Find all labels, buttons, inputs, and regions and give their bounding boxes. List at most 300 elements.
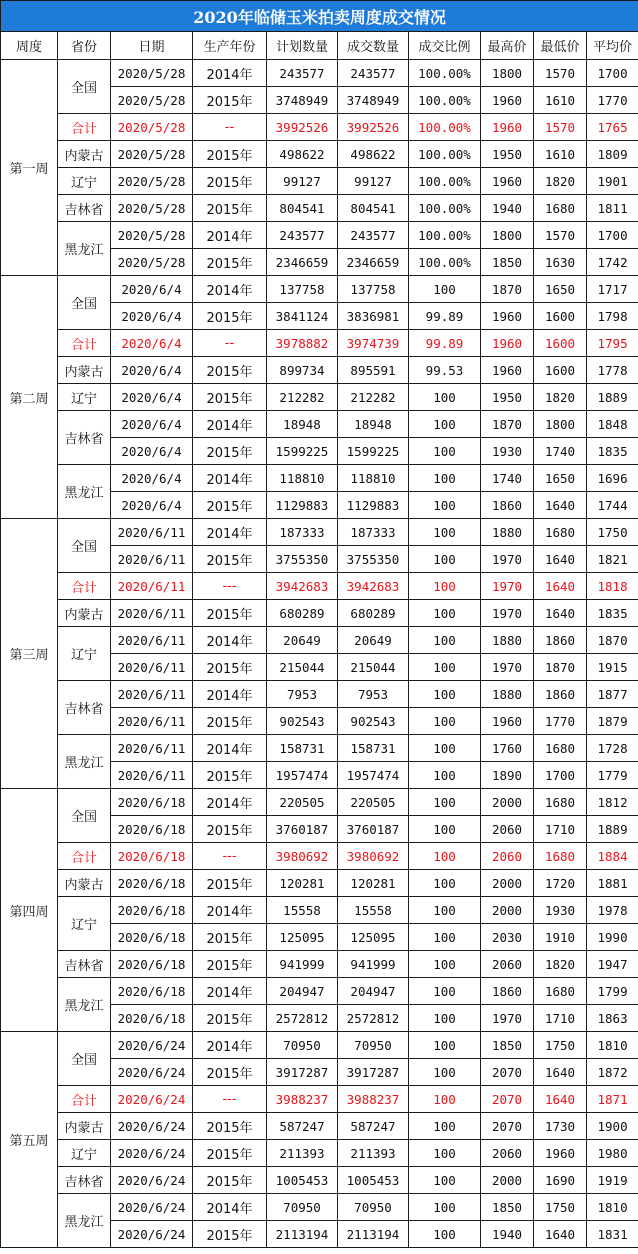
planned-quantity-cell: 3841124	[267, 303, 338, 330]
table-row	[1, 60, 638, 87]
deal-quantity-cell: 7953	[338, 681, 409, 708]
table-title: 2020年临储玉米拍卖周度成交情况	[1, 1, 638, 32]
planned-quantity-cell: 3748949	[267, 87, 338, 114]
min-price-cell: 1820	[534, 168, 587, 195]
date-cell: 2020/6/11	[111, 708, 193, 735]
table-row	[1, 681, 638, 708]
planned-quantity-cell: 215044	[267, 654, 338, 681]
avg-price-cell: 1835	[587, 600, 638, 627]
avg-price-cell: 1798	[587, 303, 638, 330]
planned-quantity-cell: 3980692	[267, 843, 338, 870]
min-price-cell: 1860	[534, 681, 587, 708]
deal-quantity-cell: 125095	[338, 924, 409, 951]
deal-quantity-cell: 3755350	[338, 546, 409, 573]
planned-quantity-cell: 118810	[267, 465, 338, 492]
max-price-cell: 1970	[481, 600, 534, 627]
deal-ratio-cell: 100	[409, 546, 481, 573]
production-year-cell: 2015年	[193, 654, 267, 681]
avg-price-cell: 1978	[587, 897, 638, 924]
max-price-cell: 1960	[481, 708, 534, 735]
min-price-cell: 1680	[534, 519, 587, 546]
production-year-cell: 2015年	[193, 951, 267, 978]
avg-price-cell: 1884	[587, 843, 638, 870]
avg-price-cell: 1810	[587, 1032, 638, 1059]
avg-price-cell: 1889	[587, 384, 638, 411]
planned-quantity-cell: 3988237	[267, 1086, 338, 1113]
deal-ratio-cell: 100	[409, 492, 481, 519]
deal-quantity-cell: 3988237	[338, 1086, 409, 1113]
table-row	[1, 465, 638, 492]
deal-ratio-cell: 100	[409, 1221, 481, 1248]
production-year-cell: ---	[193, 843, 267, 870]
production-year-cell: 2015年	[193, 87, 267, 114]
max-price-cell: 2060	[481, 951, 534, 978]
avg-price-cell: 1915	[587, 654, 638, 681]
table-row	[1, 357, 638, 384]
avg-price-cell: 1990	[587, 924, 638, 951]
deal-quantity-cell: 220505	[338, 789, 409, 816]
max-price-cell: 2000	[481, 897, 534, 924]
planned-quantity-cell: 3942683	[267, 573, 338, 600]
table-row	[1, 195, 638, 222]
avg-price-cell: 1835	[587, 438, 638, 465]
table-row	[1, 1167, 638, 1194]
avg-price-cell: 1870	[587, 627, 638, 654]
production-year-cell: 2015年	[193, 870, 267, 897]
date-cell: 2020/6/18	[111, 843, 193, 870]
production-year-cell: 2015年	[193, 303, 267, 330]
deal-quantity-cell: 3760187	[338, 816, 409, 843]
min-price-cell: 1570	[534, 114, 587, 141]
min-price-cell: 1600	[534, 330, 587, 357]
avg-price-cell: 1700	[587, 60, 638, 87]
planned-quantity-cell: 120281	[267, 870, 338, 897]
max-price-cell: 1960	[481, 357, 534, 384]
table-row	[1, 276, 638, 303]
avg-price-cell: 1765	[587, 114, 638, 141]
max-price-cell: 1800	[481, 222, 534, 249]
max-price-cell: 2070	[481, 1113, 534, 1140]
table-row	[1, 897, 638, 924]
deal-quantity-cell: 804541	[338, 195, 409, 222]
date-cell: 2020/5/28	[111, 114, 193, 141]
province-cell: 辽宁	[58, 168, 111, 195]
min-price-cell: 1640	[534, 546, 587, 573]
production-year-cell: 2015年	[193, 438, 267, 465]
week-label-cell: 第五周	[1, 1032, 58, 1248]
production-year-cell: 2015年	[193, 384, 267, 411]
date-cell: 2020/5/28	[111, 60, 193, 87]
production-year-cell: 2014年	[193, 897, 267, 924]
production-year-cell: 2014年	[193, 411, 267, 438]
week-label-cell: 第二周	[1, 276, 58, 519]
planned-quantity-cell: 158731	[267, 735, 338, 762]
max-price-cell: 1960	[481, 330, 534, 357]
production-year-cell: 2014年	[193, 681, 267, 708]
production-year-cell: --	[193, 114, 267, 141]
min-price-cell: 1690	[534, 1167, 587, 1194]
min-price-cell: 1640	[534, 492, 587, 519]
max-price-cell: 2030	[481, 924, 534, 951]
deal-quantity-cell: 1957474	[338, 762, 409, 789]
planned-quantity-cell: 15558	[267, 897, 338, 924]
min-price-cell: 1680	[534, 735, 587, 762]
date-cell: 2020/5/28	[111, 168, 193, 195]
total-row	[1, 330, 638, 357]
date-cell: 2020/6/18	[111, 816, 193, 843]
deal-quantity-cell: 18948	[338, 411, 409, 438]
avg-price-cell: 1871	[587, 1086, 638, 1113]
total-label-cell: 合计	[58, 330, 111, 357]
max-price-cell: 1970	[481, 573, 534, 600]
deal-quantity-cell: 3917287	[338, 1059, 409, 1086]
date-cell: 2020/6/24	[111, 1167, 193, 1194]
production-year-cell: 2014年	[193, 627, 267, 654]
deal-ratio-cell: 100	[409, 600, 481, 627]
deal-ratio-cell: 100	[409, 735, 481, 762]
deal-quantity-cell: 243577	[338, 60, 409, 87]
max-price-cell: 1870	[481, 276, 534, 303]
planned-quantity-cell: 220505	[267, 789, 338, 816]
province-cell: 辽宁	[58, 627, 111, 681]
deal-quantity-cell: 2346659	[338, 249, 409, 276]
deal-quantity-cell: 70950	[338, 1194, 409, 1221]
date-cell: 2020/6/18	[111, 978, 193, 1005]
avg-price-cell: 1980	[587, 1140, 638, 1167]
date-cell: 2020/6/18	[111, 1005, 193, 1032]
min-price-cell: 1680	[534, 843, 587, 870]
table-row	[1, 141, 638, 168]
avg-price-cell: 1863	[587, 1005, 638, 1032]
deal-ratio-cell: 100.00%	[409, 141, 481, 168]
production-year-cell: 2014年	[193, 276, 267, 303]
production-year-cell: 2014年	[193, 222, 267, 249]
max-price-cell: 1950	[481, 141, 534, 168]
max-price-cell: 1970	[481, 1005, 534, 1032]
max-price-cell: 2000	[481, 1167, 534, 1194]
province-cell: 全国	[58, 519, 111, 573]
planned-quantity-cell: 902543	[267, 708, 338, 735]
deal-quantity-cell: 680289	[338, 600, 409, 627]
production-year-cell: 2015年	[193, 546, 267, 573]
planned-quantity-cell: 680289	[267, 600, 338, 627]
total-row	[1, 114, 638, 141]
province-cell: 辽宁	[58, 897, 111, 951]
deal-quantity-cell: 70950	[338, 1032, 409, 1059]
avg-price-cell: 1812	[587, 789, 638, 816]
production-year-cell: 2015年	[193, 1113, 267, 1140]
week-label-cell: 第一周	[1, 60, 58, 276]
deal-ratio-cell: 100	[409, 276, 481, 303]
province-cell: 辽宁	[58, 384, 111, 411]
header-min-price: 最低价	[534, 32, 587, 60]
production-year-cell: 2015年	[193, 195, 267, 222]
deal-quantity-cell: 3748949	[338, 87, 409, 114]
max-price-cell: 2060	[481, 1140, 534, 1167]
deal-quantity-cell: 99127	[338, 168, 409, 195]
min-price-cell: 1600	[534, 303, 587, 330]
deal-ratio-cell: 100	[409, 1140, 481, 1167]
date-cell: 2020/6/24	[111, 1032, 193, 1059]
deal-quantity-cell: 3974739	[338, 330, 409, 357]
max-price-cell: 1870	[481, 411, 534, 438]
max-price-cell: 1880	[481, 627, 534, 654]
date-cell: 2020/6/4	[111, 330, 193, 357]
deal-quantity-cell: 498622	[338, 141, 409, 168]
total-row	[1, 573, 638, 600]
avg-price-cell: 1881	[587, 870, 638, 897]
max-price-cell: 1740	[481, 465, 534, 492]
max-price-cell: 1850	[481, 1032, 534, 1059]
max-price-cell: 1960	[481, 114, 534, 141]
deal-ratio-cell: 100	[409, 627, 481, 654]
table-row	[1, 789, 638, 816]
deal-ratio-cell: 100	[409, 789, 481, 816]
date-cell: 2020/6/4	[111, 465, 193, 492]
min-price-cell: 1960	[534, 1140, 587, 1167]
max-price-cell: 1950	[481, 384, 534, 411]
deal-quantity-cell: 1129883	[338, 492, 409, 519]
avg-price-cell: 1742	[587, 249, 638, 276]
deal-quantity-cell: 587247	[338, 1113, 409, 1140]
deal-ratio-cell: 99.89	[409, 330, 481, 357]
min-price-cell: 1680	[534, 789, 587, 816]
avg-price-cell: 1809	[587, 141, 638, 168]
planned-quantity-cell: 1957474	[267, 762, 338, 789]
table-row	[1, 1140, 638, 1167]
deal-ratio-cell: 100	[409, 762, 481, 789]
deal-ratio-cell: 100	[409, 438, 481, 465]
province-cell: 吉林省	[58, 1167, 111, 1194]
province-cell: 黑龙江	[58, 465, 111, 519]
production-year-cell: 2014年	[193, 1032, 267, 1059]
deal-ratio-cell: 100	[409, 1059, 481, 1086]
planned-quantity-cell: 3755350	[267, 546, 338, 573]
max-price-cell: 1760	[481, 735, 534, 762]
production-year-cell: ---	[193, 1086, 267, 1113]
avg-price-cell: 1901	[587, 168, 638, 195]
date-cell: 2020/6/11	[111, 681, 193, 708]
planned-quantity-cell: 941999	[267, 951, 338, 978]
production-year-cell: 2015年	[193, 141, 267, 168]
date-cell: 2020/6/18	[111, 897, 193, 924]
avg-price-cell: 1872	[587, 1059, 638, 1086]
date-cell: 2020/6/24	[111, 1221, 193, 1248]
deal-ratio-cell: 100	[409, 573, 481, 600]
max-price-cell: 1970	[481, 654, 534, 681]
planned-quantity-cell: 7953	[267, 681, 338, 708]
min-price-cell: 1570	[534, 222, 587, 249]
planned-quantity-cell: 3978882	[267, 330, 338, 357]
avg-price-cell: 1848	[587, 411, 638, 438]
min-price-cell: 1650	[534, 276, 587, 303]
min-price-cell: 1650	[534, 465, 587, 492]
header-deal-ratio: 成交比例	[409, 32, 481, 60]
deal-quantity-cell: 15558	[338, 897, 409, 924]
week-label-cell: 第三周	[1, 519, 58, 789]
deal-ratio-cell: 100	[409, 1032, 481, 1059]
production-year-cell: 2015年	[193, 249, 267, 276]
min-price-cell: 1640	[534, 600, 587, 627]
province-cell: 吉林省	[58, 195, 111, 222]
planned-quantity-cell: 2113194	[267, 1221, 338, 1248]
date-cell: 2020/5/28	[111, 195, 193, 222]
province-cell: 内蒙古	[58, 870, 111, 897]
province-cell: 内蒙古	[58, 357, 111, 384]
min-price-cell: 1860	[534, 627, 587, 654]
max-price-cell: 1850	[481, 1194, 534, 1221]
min-price-cell: 1770	[534, 708, 587, 735]
avg-price-cell: 1900	[587, 1113, 638, 1140]
min-price-cell: 1700	[534, 762, 587, 789]
max-price-cell: 2000	[481, 789, 534, 816]
min-price-cell: 1630	[534, 249, 587, 276]
deal-quantity-cell: 120281	[338, 870, 409, 897]
deal-ratio-cell: 100	[409, 708, 481, 735]
production-year-cell: ---	[193, 573, 267, 600]
deal-ratio-cell: 100.00%	[409, 195, 481, 222]
max-price-cell: 1880	[481, 681, 534, 708]
production-year-cell: 2014年	[193, 789, 267, 816]
header-date: 日期	[111, 32, 193, 60]
production-year-cell: 2014年	[193, 519, 267, 546]
date-cell: 2020/6/4	[111, 438, 193, 465]
date-cell: 2020/6/24	[111, 1194, 193, 1221]
avg-price-cell: 1879	[587, 708, 638, 735]
max-price-cell: 1800	[481, 60, 534, 87]
date-cell: 2020/6/18	[111, 870, 193, 897]
date-cell: 2020/6/24	[111, 1113, 193, 1140]
table-row	[1, 519, 638, 546]
planned-quantity-cell: 137758	[267, 276, 338, 303]
deal-quantity-cell: 212282	[338, 384, 409, 411]
deal-quantity-cell: 243577	[338, 222, 409, 249]
min-price-cell: 1910	[534, 924, 587, 951]
deal-quantity-cell: 3980692	[338, 843, 409, 870]
min-price-cell: 1750	[534, 1194, 587, 1221]
deal-ratio-cell: 100.00%	[409, 168, 481, 195]
planned-quantity-cell: 204947	[267, 978, 338, 1005]
deal-ratio-cell: 99.53	[409, 357, 481, 384]
min-price-cell: 1750	[534, 1032, 587, 1059]
avg-price-cell: 1778	[587, 357, 638, 384]
deal-ratio-cell: 100	[409, 654, 481, 681]
province-cell: 全国	[58, 276, 111, 330]
deal-quantity-cell: 2113194	[338, 1221, 409, 1248]
deal-ratio-cell: 100.00%	[409, 249, 481, 276]
production-year-cell: 2015年	[193, 708, 267, 735]
min-price-cell: 1640	[534, 1086, 587, 1113]
table-row	[1, 222, 638, 249]
province-cell: 吉林省	[58, 951, 111, 978]
avg-price-cell: 1750	[587, 519, 638, 546]
max-price-cell: 1960	[481, 87, 534, 114]
avg-price-cell: 1947	[587, 951, 638, 978]
min-price-cell: 1870	[534, 654, 587, 681]
max-price-cell: 2000	[481, 870, 534, 897]
min-price-cell: 1570	[534, 60, 587, 87]
province-cell: 黑龙江	[58, 222, 111, 276]
table-head	[1, 1, 638, 60]
date-cell: 2020/6/11	[111, 627, 193, 654]
min-price-cell: 1640	[534, 573, 587, 600]
table-row	[1, 735, 638, 762]
date-cell: 2020/5/28	[111, 222, 193, 249]
planned-quantity-cell: 70950	[267, 1032, 338, 1059]
production-year-cell: 2015年	[193, 1167, 267, 1194]
avg-price-cell: 1744	[587, 492, 638, 519]
max-price-cell: 2060	[481, 816, 534, 843]
planned-quantity-cell: 2346659	[267, 249, 338, 276]
deal-quantity-cell: 187333	[338, 519, 409, 546]
deal-ratio-cell: 100	[409, 1194, 481, 1221]
table-row	[1, 627, 638, 654]
table-body	[1, 60, 638, 1248]
min-price-cell: 1710	[534, 1005, 587, 1032]
date-cell: 2020/6/24	[111, 1059, 193, 1086]
max-price-cell: 1970	[481, 546, 534, 573]
production-year-cell: 2015年	[193, 924, 267, 951]
min-price-cell: 1680	[534, 978, 587, 1005]
date-cell: 2020/6/11	[111, 573, 193, 600]
deal-ratio-cell: 100	[409, 1113, 481, 1140]
avg-price-cell: 1779	[587, 762, 638, 789]
province-cell: 黑龙江	[58, 735, 111, 789]
deal-quantity-cell: 941999	[338, 951, 409, 978]
province-cell: 辽宁	[58, 1140, 111, 1167]
header-max-price: 最高价	[481, 32, 534, 60]
date-cell: 2020/6/4	[111, 357, 193, 384]
deal-ratio-cell: 100	[409, 951, 481, 978]
date-cell: 2020/6/11	[111, 735, 193, 762]
deal-quantity-cell: 2572812	[338, 1005, 409, 1032]
deal-ratio-cell: 100	[409, 681, 481, 708]
date-cell: 2020/6/11	[111, 762, 193, 789]
deal-quantity-cell: 215044	[338, 654, 409, 681]
table-row	[1, 411, 638, 438]
planned-quantity-cell: 70950	[267, 1194, 338, 1221]
deal-ratio-cell: 100	[409, 924, 481, 951]
date-cell: 2020/6/4	[111, 303, 193, 330]
min-price-cell: 1930	[534, 897, 587, 924]
production-year-cell: 2015年	[193, 762, 267, 789]
production-year-cell: 2015年	[193, 816, 267, 843]
province-cell: 全国	[58, 789, 111, 843]
date-cell: 2020/5/28	[111, 249, 193, 276]
deal-quantity-cell: 137758	[338, 276, 409, 303]
total-label-cell: 合计	[58, 573, 111, 600]
province-cell: 吉林省	[58, 681, 111, 735]
deal-ratio-cell: 100.00%	[409, 114, 481, 141]
deal-ratio-cell: 100	[409, 816, 481, 843]
deal-ratio-cell: 100	[409, 384, 481, 411]
table-row	[1, 978, 638, 1005]
planned-quantity-cell: 99127	[267, 168, 338, 195]
planned-quantity-cell: 804541	[267, 195, 338, 222]
production-year-cell: 2015年	[193, 357, 267, 384]
header-planned-quantity: 计划数量	[267, 32, 338, 60]
avg-price-cell: 1700	[587, 222, 638, 249]
production-year-cell: --	[193, 330, 267, 357]
deal-quantity-cell: 1005453	[338, 1167, 409, 1194]
production-year-cell: 2014年	[193, 60, 267, 87]
header-province: 省份	[58, 32, 111, 60]
avg-price-cell: 1810	[587, 1194, 638, 1221]
date-cell: 2020/6/4	[111, 276, 193, 303]
min-price-cell: 1730	[534, 1113, 587, 1140]
min-price-cell: 1710	[534, 816, 587, 843]
avg-price-cell: 1821	[587, 546, 638, 573]
